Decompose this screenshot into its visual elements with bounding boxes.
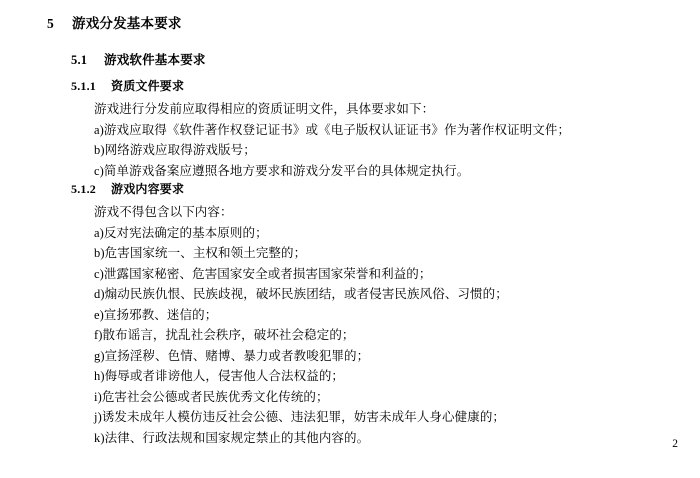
body-line: d)煽动民族仇恨、民族歧视，破坏民族团结，或者侵害民族风俗、习惯的； — [94, 287, 508, 301]
heading-level-2 — [71, 50, 206, 68]
body-line: e)宣扬邪教、迷信的； — [94, 307, 218, 322]
heading-1-number: 5 — [47, 16, 54, 31]
heading-1-text: 游戏分发基本要求 — [72, 16, 182, 31]
section-511-number: 5.1.1 — [71, 79, 96, 93]
body-line: g)宣扬淫秽、色情、赌博、暴力或者教唆犯罪的； — [94, 348, 370, 363]
heading-section-512 — [71, 180, 184, 197]
body-line: c)泄露国家秘密、危害国家安全或者损害国家荣誉和利益的； — [94, 266, 432, 281]
page-number: 2 — [672, 438, 678, 450]
body-line: i)危害社会公德或者民族优秀文化传统的； — [94, 389, 329, 404]
section-512-number: 5.1.2 — [71, 182, 96, 196]
body-line: b)网络游戏应取得游戏版号； — [94, 143, 256, 157]
body-line: h)侮辱或者诽谤他人，侵害他人合法权益的； — [94, 369, 345, 383]
body-line: 游戏进行分发前应取得相应的资质证明文件，具体要求如下： — [94, 102, 435, 116]
body-line: j)诱发未成年人模仿违反社会公德、违法犯罪，妨害未成年人身心健康的； — [94, 410, 506, 424]
body-line: f)散布谣言，扰乱社会秩序，破坏社会稳定的； — [94, 328, 355, 342]
heading-2-number: 5.1 — [71, 53, 88, 67]
body-line: k)法律、行政法规和国家规定禁止的其他内容的。 — [94, 430, 370, 445]
heading-section-511 — [71, 77, 184, 94]
body-line: a)游戏应取得《软件著作权登记证书》或《电子版权认证证书》作为著作权证明文件； — [94, 122, 571, 137]
section-511-title: 资质文件要求 — [111, 79, 185, 93]
body-line: 游戏不得包含以下内容： — [94, 205, 233, 219]
section-512-title: 游戏内容要求 — [111, 182, 185, 196]
body-line: a)反对宪法确定的基本原则的； — [94, 225, 268, 240]
heading-2-text: 游戏软件基本要求 — [104, 53, 206, 67]
section-512-body — [94, 202, 508, 448]
body-line: c)简单游戏备案应遵照各地方要求和游戏分发平台的具体规定执行。 — [94, 163, 470, 178]
section-511-body — [94, 99, 570, 181]
heading-level-1 — [47, 12, 182, 32]
body-line: b)危害国家统一、主权和领土完整的； — [94, 246, 307, 260]
